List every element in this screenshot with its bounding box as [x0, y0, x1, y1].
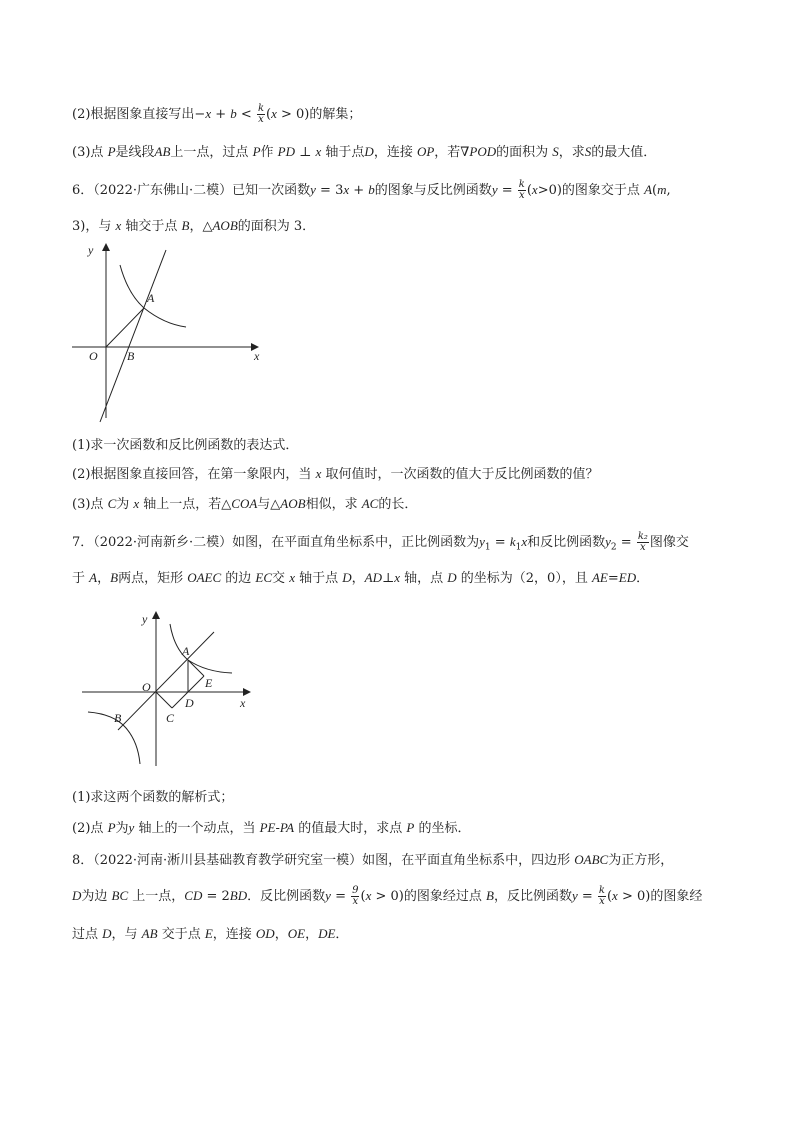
fraction: $\frac{\text{k₂}}{x}$ — [637, 531, 648, 553]
q7-stem-line1: 7．（2022·河南新乡·二模）如图，在平面直角坐标系中，正比例函数为$y_1 = k_1x$和反比例函数$y_2$ = $\frac{\text{k₂}}{x}$ 图像交 — [72, 531, 689, 553]
q5-part3: (3)点 P是线段AB上一点，过点 P作 PD ⊥ x 轴于点D，连接 OP，若∇POD的面积为 S，求S的最大值． — [72, 144, 657, 160]
label-A: A — [147, 291, 155, 305]
label-x: x — [254, 349, 260, 363]
label-D: D — [185, 696, 194, 710]
q6-figure — [66, 238, 276, 428]
segment-OA — [106, 308, 144, 347]
label-B: B — [114, 711, 122, 725]
q7-part1: (1)求这两个函数的解析式； — [72, 790, 234, 805]
q6-part2: (2)根据图象直接回答，在第一象限内，当 x 取何值时，一次函数的值大于反比例函数的值？ — [72, 466, 599, 482]
linear-function-line — [100, 250, 166, 422]
q7-stem-line2: 于 A，B两点，矩形 OAEC 的边 EC交 x 轴于点 D，AD⊥x 轴，点 D 的坐标为（2，0），且 AE=ED． — [72, 570, 650, 586]
q8-stem-line3: 过点 D，与 AB 交于点 E，连接 OD，OE，DE． — [72, 926, 349, 942]
fraction: $\frac{9}{x}$ — [352, 885, 359, 907]
label-E: E — [205, 676, 213, 690]
segment-AE — [188, 660, 204, 676]
label-y: y — [142, 612, 148, 626]
fraction: $\frac{k}{x}$ — [257, 103, 265, 125]
q6-part1: (1)求一次函数和反比例函数的表达式． — [72, 438, 299, 453]
label-B: B — [127, 349, 135, 363]
label-O: O — [142, 680, 151, 694]
label-x: x — [240, 696, 246, 710]
q8-stem-line1: 8．（2022·河南·淅川县基础教育教学研究室一模）如图，在平面直角坐标系中，四边形 OABC为正方形， — [72, 852, 674, 868]
fraction: $\frac{k}{x}$ — [518, 179, 525, 201]
label-C: C — [166, 711, 175, 725]
segment-OC — [156, 692, 172, 708]
q7-figure — [78, 606, 258, 774]
q6-part3: (3)点 C为 x 轴上一点，若△COA与△AOB相似，求 AC的长． — [72, 496, 418, 512]
q6-stem-line2: 3)，与 x 轴交于点 B，△AOB的面积为 3． — [72, 218, 316, 234]
q7-part2: (2)点 P为y 轴上的一个动点，当 PE-PA 的值最大时，求点 P 的坐标． — [72, 820, 471, 836]
fraction: $\frac{k}{x}$ — [598, 885, 605, 907]
q6-stem-line1: 6．（2022·广东佛山·二模）已知一次函数y = 3x + b的图象与反比例函数y = $\frac{k}{x}$ (x>0)的图象交于点 A(m, — [72, 179, 671, 201]
q5-part2: (2)根据图象直接写出−x + b < $\frac{k}{x}$ (x > 0)的解集； — [72, 103, 362, 125]
label-A: A — [182, 644, 190, 658]
label-y: y — [88, 243, 94, 257]
hyperbola-branch-first-quadrant — [170, 624, 232, 673]
q8-stem-line2: D为边 BC 上一点，CD = 2BD．反比例函数y = $\frac{9}{x}$ (x > 0)的图象经过点 B，反比例函数y = $\frac{k}{x}$ (x > 0)的图象经 — [72, 885, 703, 907]
label-O: O — [89, 349, 98, 363]
